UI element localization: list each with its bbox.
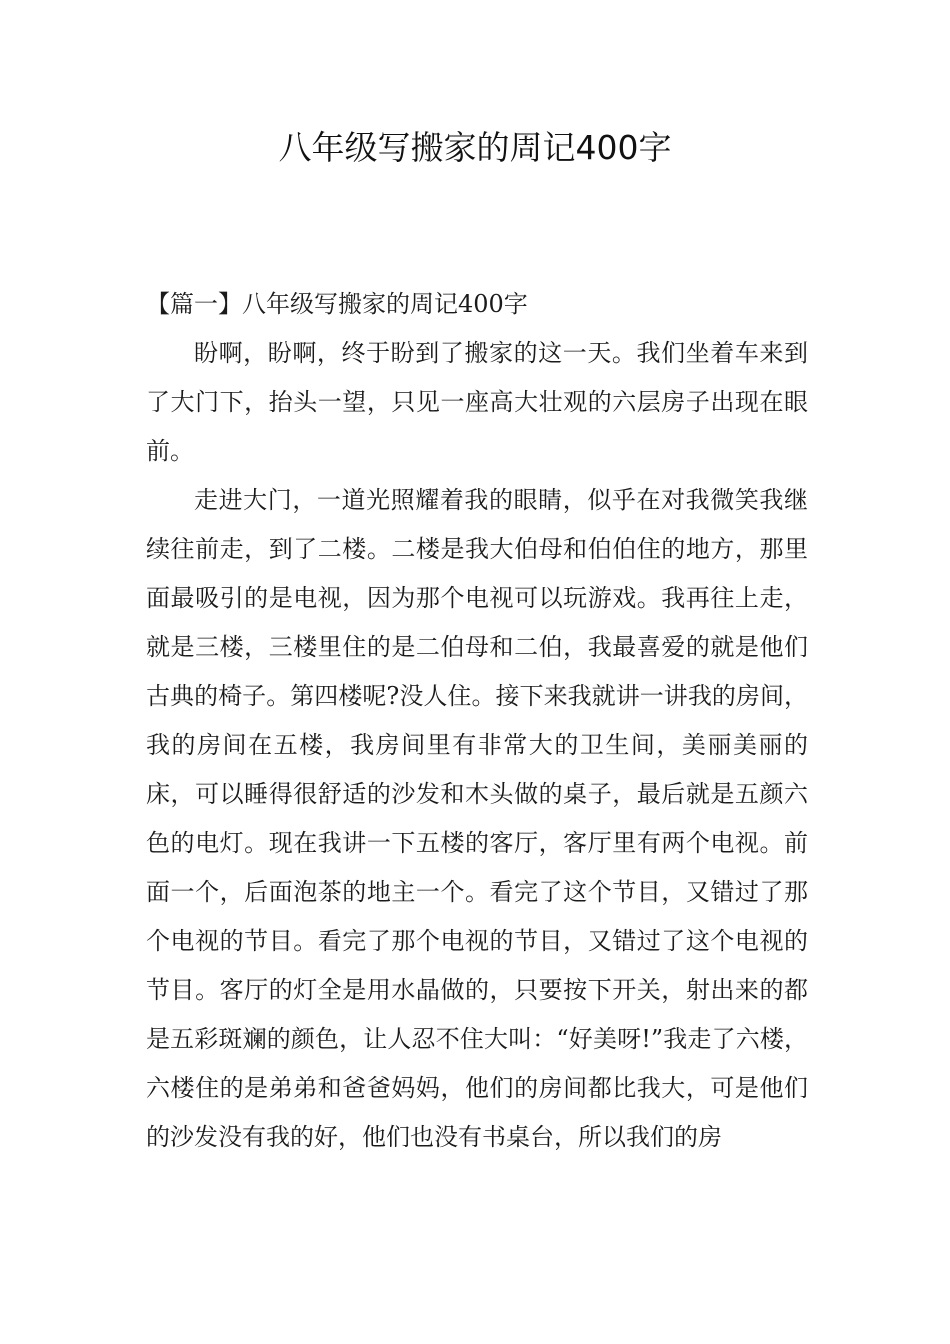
document-body <box>146 280 808 1162</box>
paragraph-1: 盼啊，盼啊，终于盼到了搬家的这一天。我们坐着车来到了大门下，抬头一望，只见一座高大壮观的六层房子出现在眼前。 <box>146 339 808 465</box>
section-heading: 【篇一】八年级写搬家的周记400字 <box>146 290 528 318</box>
paragraph-2: 走进大门，一道光照耀着我的眼睛，似乎在对我微笑我继续往前走，到了二楼。二楼是我大伯母和伯伯住的地方，那里面最吸引的是电视，因为那个电视可以玩游戏。我再往上走，就是三楼，三楼里住的是二伯母和二伯，我最喜爱的就是他们古典的椅子。第四楼呢?没人住。接下来我就讲一讲我的房间，我的房间在五楼，我房间里有非常大的卫生间，美丽美丽的床，可以睡得很舒适的沙发和木头做的桌子，最后就是五颜六色的电灯。现在我讲一下五楼的客厅，客厅里有两个电视。前面一个，后面泡茶的地主一个。看完了这个节目，又错过了那个电视的节目。看完了那个电视的节目，又错过了这个电视的节目。客厅的灯全是用水晶做的，只要按下开关，射出来的都是五彩斑斓的颜色，让人忍不住大叫：“好美呀!”我走了六楼，六楼住的是弟弟和爸爸妈妈，他们的房间都比我大，可是他们的沙发没有我的好，他们也没有书桌台，所以我们的房 <box>146 486 808 1151</box>
document-title: 八年级写搬家的周记400字 <box>278 128 672 167</box>
